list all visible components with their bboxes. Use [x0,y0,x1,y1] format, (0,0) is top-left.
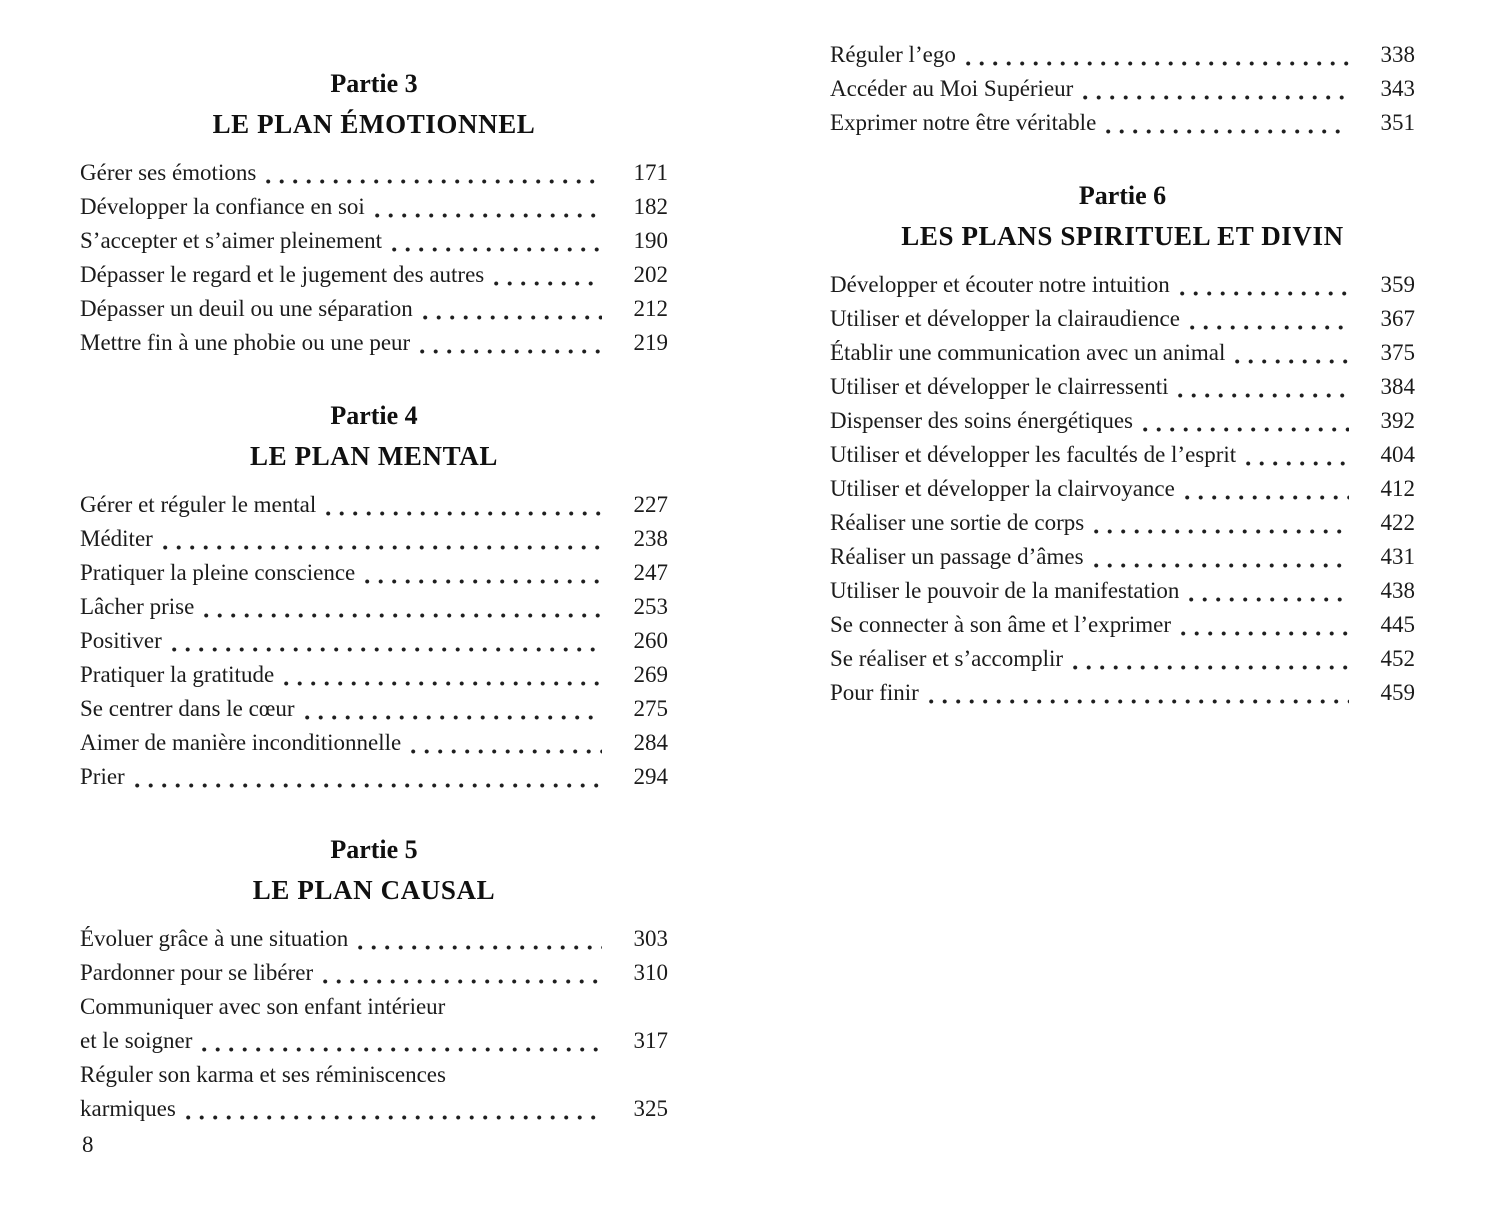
toc-entry-list [830,38,1415,140]
dot-leader [1094,540,1349,574]
toc-entry-page: 227 [633,492,668,517]
toc-entry [80,1058,668,1092]
toc-entry-page: 338 [1380,42,1415,67]
toc-entry-label: Évoluer grâce à une situation [80,926,349,951]
toc-entry-page: 359 [1380,272,1415,297]
toc-entry-page: 171 [633,160,668,185]
toc-entry-label: Positiver [80,628,162,653]
toc-entry [80,590,668,624]
toc-entry [80,258,668,292]
toc-entry [80,990,668,1024]
toc-entry-page: 260 [633,628,668,653]
toc-entry [830,608,1415,642]
toc-entry [80,190,668,224]
toc-entry [80,326,668,360]
dot-leader [494,258,602,292]
toc-entry [830,540,1415,574]
toc-entry-label: Dépasser le regard et le jugement des autres [80,262,485,287]
toc-entry [830,676,1415,710]
toc-entry-page: 190 [633,228,668,253]
toc-entry-label: S’accepter et s’aimer pleinement [80,228,383,253]
part-title: LES PLANS SPIRITUEL ET DIVIN [901,221,1344,251]
toc-entry-page: 303 [633,926,668,951]
toc-entry-label: Réaliser une sortie de corps [830,510,1085,535]
dot-leader [1246,438,1349,472]
toc-entry-page: 182 [633,194,668,219]
toc-entry-label: Réaliser un passage d’âmes [830,544,1084,569]
toc-entry-label: Mettre fin à une phobie ou une peur [80,330,411,355]
toc-entry-label: Réguler son karma et ses réminiscences [80,1062,446,1087]
toc-entry [830,72,1415,106]
toc-entry-page: 392 [1380,408,1415,433]
toc-entry [80,1092,668,1126]
toc-entry [830,472,1415,506]
toc-entry [80,956,668,990]
toc-entry-label: Pratiquer la gratitude [80,662,275,687]
toc-entry [80,292,668,326]
dot-leader [326,488,602,522]
dot-leader [1073,642,1349,676]
dot-leader [1143,404,1349,438]
dot-leader [1106,106,1349,140]
dot-leader [966,38,1349,72]
toc-entry-label: Aimer de manière inconditionnelle [80,730,402,755]
toc-entry [80,556,668,590]
toc-entry-page: 375 [1380,340,1415,365]
part-title: LE PLAN ÉMOTIONNEL [212,109,536,139]
toc-entry [830,38,1415,72]
dot-leader [411,726,602,760]
dot-leader [186,1092,602,1126]
toc-entry-page: 212 [633,296,668,321]
toc-entry-list [830,268,1415,710]
toc-entry-label: Dépasser un deuil ou une séparation [80,296,413,321]
toc-entry-page: 367 [1380,306,1415,331]
toc-entry-page: 325 [633,1096,668,1121]
toc-column-left [80,0,668,1126]
toc-entry [830,574,1415,608]
section-heading [80,830,668,910]
dot-leader [323,956,602,990]
part-label: Partie 4 [330,401,418,430]
toc-entry-list [80,922,668,1126]
dot-leader [202,1024,602,1058]
toc-entry-label: Se connecter à son âme et l’exprimer [830,612,1172,637]
dot-leader [204,590,602,624]
toc-entry-label: Gérer ses émotions [80,160,257,185]
toc-entry-page: 445 [1380,612,1415,637]
toc-section [80,830,668,1126]
toc-section [80,396,668,794]
toc-entry [80,156,668,190]
part-label: Partie 6 [1078,181,1167,210]
toc-entry-page: 247 [633,560,668,585]
section-heading [80,64,668,144]
toc-entry-label: Communiquer avec son enfant intérieur [80,994,446,1019]
toc-entry-list [80,488,668,794]
toc-section [830,176,1415,710]
dot-leader [284,658,602,692]
toc-entry-page: 219 [633,330,668,355]
toc-entry [830,336,1415,370]
toc-entry [80,1024,668,1058]
toc-entry-label: Dispenser des soins énergétiques [830,408,1133,433]
dot-leader [1094,506,1349,540]
toc-entry-label: Utiliser et développer le clairressenti [830,374,1169,399]
toc-entry [80,658,668,692]
toc-entry-label: Pardonner pour se libérer [80,960,314,985]
toc-entry-label: Utiliser le pouvoir de la manifestation [830,578,1180,603]
toc-entry-label: karmiques [80,1096,176,1121]
toc-entry-page: 452 [1380,646,1415,671]
dot-leader [266,156,602,190]
toc-entry-page: 310 [633,960,668,985]
toc-entry-label: Gérer et réguler le mental [80,492,317,517]
toc-entry-label: et le soigner [80,1028,193,1053]
toc-entry-page: 343 [1380,76,1415,101]
toc-entry-label: Réguler l’ego [830,42,956,67]
toc-entry [80,922,668,956]
dot-leader [358,922,602,956]
toc-entry-label: Prier [80,764,125,789]
toc-entry-page: 422 [1380,510,1415,535]
toc-entry-page: 384 [1380,374,1415,399]
toc-entry [80,760,668,794]
toc-entry-page: 351 [1380,110,1415,135]
toc-entry-page: 404 [1380,442,1415,467]
section-heading [830,176,1415,256]
toc-entry-list [80,156,668,360]
dot-leader [1083,72,1349,106]
dot-leader [172,624,602,658]
toc-entry-page: 284 [633,730,668,755]
toc-entry-page: 431 [1380,544,1415,569]
section-heading [80,396,668,476]
toc-entry-page: 202 [633,262,668,287]
toc-entry-page: 317 [633,1028,668,1053]
dot-leader [423,292,602,326]
toc-entry-label: Établir une communication avec un animal [830,340,1226,365]
dot-leader [1180,268,1349,302]
dot-leader [1189,574,1349,608]
toc-entry-label: Lâcher prise [80,594,195,619]
toc-entry [830,642,1415,676]
toc-entry [830,302,1415,336]
toc-entry [80,624,668,658]
part-title: LE PLAN CAUSAL [252,875,496,905]
toc-entry-label: Méditer [80,526,153,551]
part-title: LE PLAN MENTAL [250,441,498,471]
dot-leader [305,692,602,726]
dot-leader [1181,608,1349,642]
dot-leader [1178,370,1349,404]
toc-continued-entries [830,38,1415,140]
dot-leader [1185,472,1349,506]
toc-entry-page: 275 [633,696,668,721]
toc-entry-label: Pratiquer la pleine conscience [80,560,356,585]
dot-leader [1190,302,1349,336]
toc-entry [830,404,1415,438]
part-label: Partie 5 [330,835,418,864]
folio-page-number: 8 [82,1132,94,1157]
toc-entry-label: Utiliser et développer les facultés de l’esprit [830,442,1237,467]
toc-entry-label: Utiliser et développer la clairaudience [830,306,1180,331]
toc-entry-page: 459 [1380,680,1415,705]
toc-entry [830,106,1415,140]
toc-entry-label: Se centrer dans le cœur [80,696,295,721]
dot-leader [135,760,602,794]
toc-entry [830,438,1415,472]
toc-entry-label: Accéder au Moi Supérieur [830,76,1074,101]
toc-entry [80,224,668,258]
toc-entry-label: Utiliser et développer la clairvoyance [830,476,1175,501]
toc-column-right [830,0,1415,710]
toc-entry-label: Exprimer notre être véritable [830,110,1097,135]
toc-entry-label: Développer et écouter notre intuition [830,272,1170,297]
part-label: Partie 3 [330,69,418,98]
toc-entry-page: 238 [633,526,668,551]
dot-leader [392,224,602,258]
dot-leader [375,190,602,224]
dot-leader [1235,336,1349,370]
toc-entry-page: 412 [1380,476,1415,501]
dot-leader [163,522,602,556]
toc-entry [80,488,668,522]
dot-leader [420,326,602,360]
toc-entry [80,522,668,556]
toc-entry [830,506,1415,540]
toc-entry-page: 253 [633,594,668,619]
toc-entry [80,726,668,760]
toc-entry-label: Développer la confiance en soi [80,194,365,219]
toc-entry [80,692,668,726]
toc-entry-page: 438 [1380,578,1415,603]
toc-entry-page: 269 [633,662,668,687]
toc-entry-label: Pour finir [830,680,919,705]
toc-entry-page: 294 [633,764,668,789]
toc-entry [830,268,1415,302]
toc-section [80,64,668,360]
dot-leader [929,676,1349,710]
toc-entry-label: Se réaliser et s’accomplir [830,646,1064,671]
dot-leader [365,556,602,590]
toc-entry [830,370,1415,404]
